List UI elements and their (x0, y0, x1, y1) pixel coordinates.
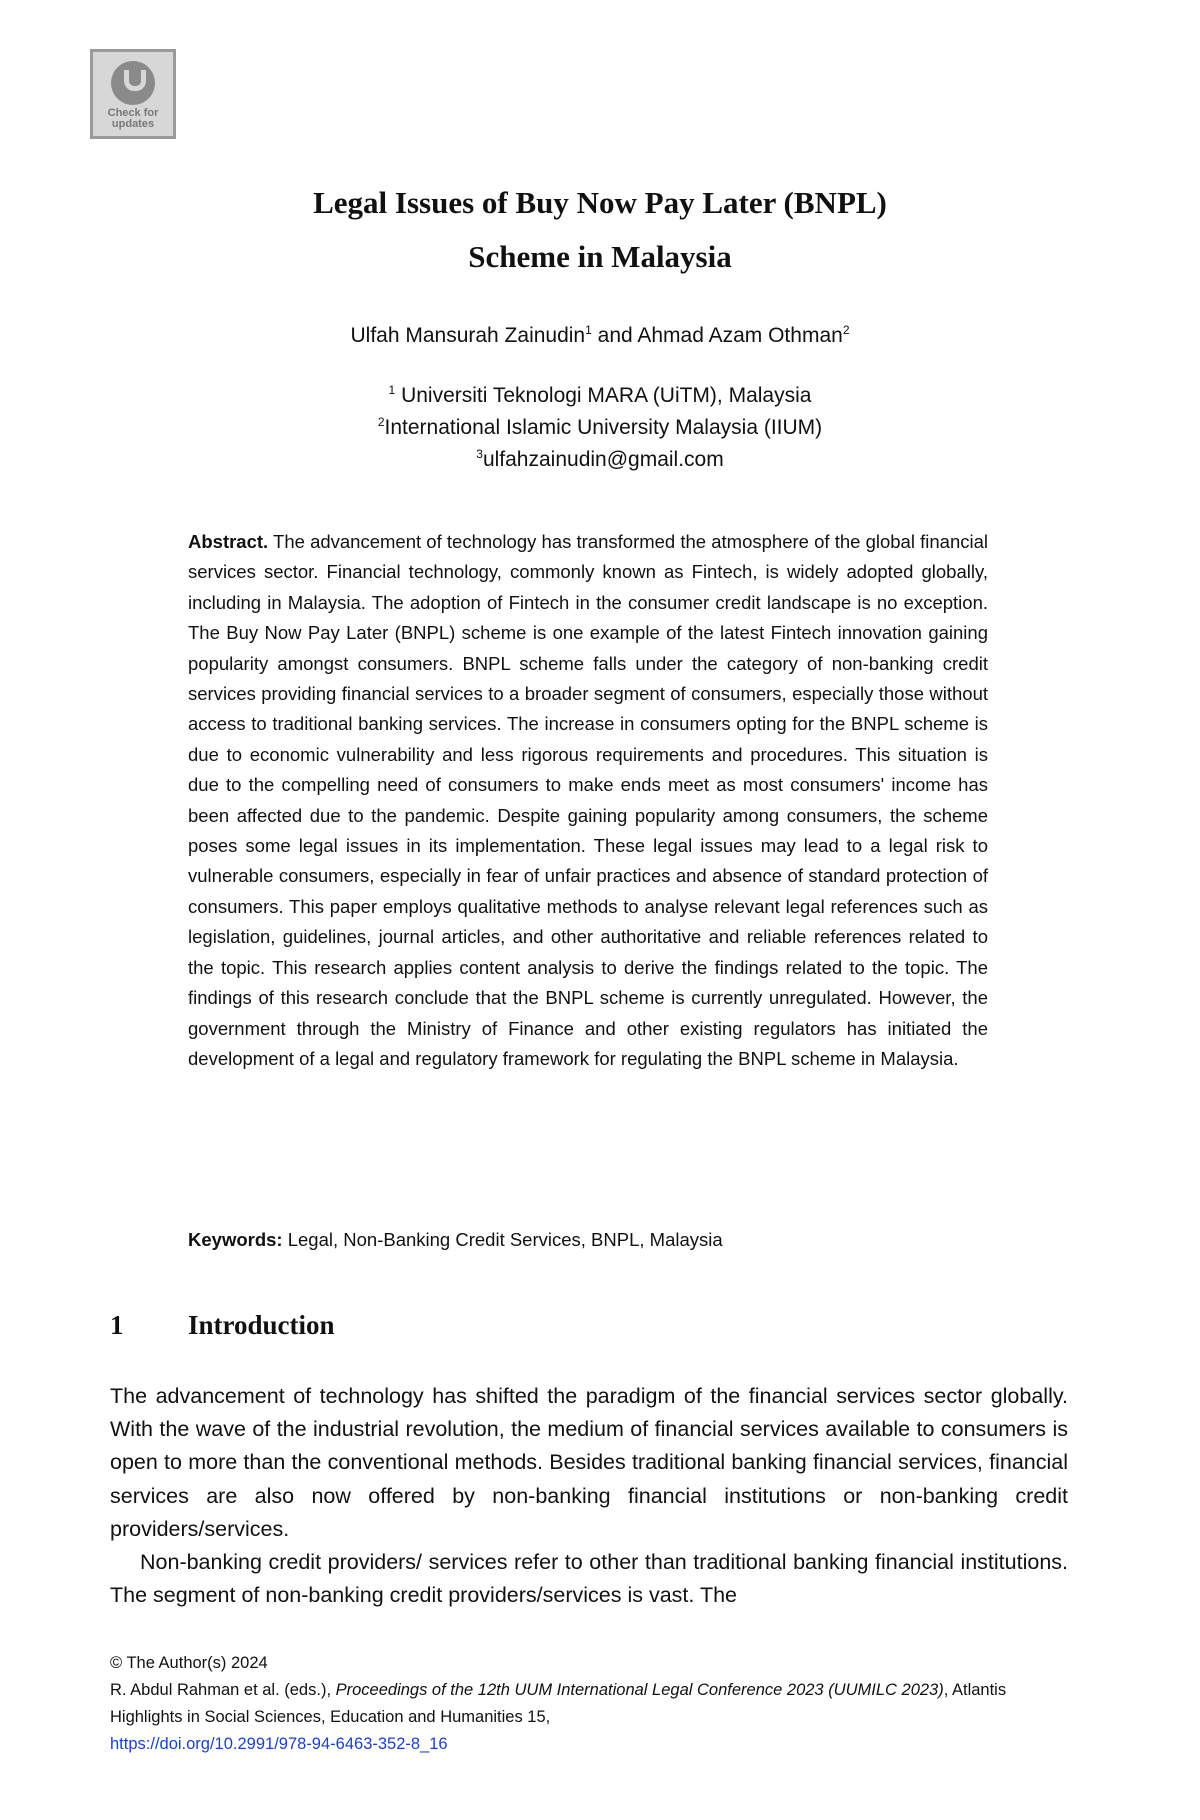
affiliation-3-sup: 3 (476, 447, 483, 461)
affiliation-1-text: Universiti Teknologi MARA (UiTM), Malaysia (395, 384, 812, 407)
author-conjunction: and (591, 324, 638, 347)
body-paragraph-1: The advancement of technology has shifted the paradigm of the financial services sector globally. With the wave of the industrial revolution, the medium of financial services available to consumers is open to more than the conventional methods. Besides traditional banking financial services, financial services are also now offered by non-banking financial institutions or non-banking credit providers/services. (110, 1384, 1068, 1541)
affiliations (100, 380, 1100, 476)
copyright-notice: © The Author(s) 2024 (110, 1654, 268, 1672)
keywords (188, 1225, 1008, 1255)
badge-label: Check for updates (107, 107, 159, 130)
section-title: Introduction (188, 1310, 335, 1340)
affiliation-2 (100, 412, 1100, 444)
citation-suffix: , Atlantis Highlights in Social Sciences, Education and Humanities 15, (110, 1681, 1007, 1726)
author-1-sup: 1 (585, 323, 592, 337)
abstract-label: Abstract. (188, 531, 269, 552)
paper-title (100, 176, 1100, 284)
abstract (188, 527, 988, 1074)
affiliation-email (100, 444, 1100, 476)
title-line-1: Legal Issues of Buy Now Pay Later (BNPL) (313, 185, 887, 220)
affiliation-2-sup: 2 (377, 415, 385, 429)
author-1: Ulfah Mansurah Zainudin (350, 324, 586, 347)
abstract-text: The advancement of technology has transformed the atmosphere of the global financial services sector. Financial technology, commonly known as Fintech, is widely adopted globally, including in Malaysia. The adoption of Fintech in the consumer credit landscape is no exception. The Buy Now Pay Later (BNPL) scheme is one example of the latest Fintech innovation gaining popularity amongst consumers. BNPL scheme falls under the category of non-banking credit services providing financial services to a broader segment of consumers, especially those without access to traditional banking services. The increase in consumers opting for the BNPL scheme is due to economic vulnerability and less rigorous requirements and procedures. This situation is due to the compelling need of consumers to make ends meet as most consumers' income has been affected due to the pandemic. Despite gaining popularity among consumers, the scheme poses some legal issues in its implementation. These legal issues may lead to a legal risk to vulnerable consumers, especially in fear of unfair practices and absence of standard protection of consumers. This paper employs qualitative methods to analyse relevant legal references such as legislation, guidelines, journal articles, and other authoritative and reliable references related to the topic. This research applies content analysis to derive the findings related to the topic. The findings of this research conclude that the BNPL scheme is currently unregulated. However, the government through the Ministry of Finance and other existing regulators has initiated the development of a legal and regulatory framework for regulating the BNPL scheme in Malaysia. (188, 531, 988, 1069)
title-line-2: Scheme in Malaysia (468, 239, 732, 274)
keywords-label: Keywords: (188, 1229, 283, 1250)
update-icon (111, 61, 155, 105)
email-address: ulfahzainudin@gmail.com (482, 448, 724, 471)
affiliation-1-sup: 1 (388, 383, 396, 397)
footer (110, 1650, 1070, 1758)
citation (110, 1677, 1070, 1731)
section-body (110, 1380, 1068, 1612)
author-list (100, 322, 1100, 350)
affiliation-1 (100, 380, 1100, 412)
check-for-updates-badge[interactable] (90, 49, 176, 139)
body-paragraph-2: Non-banking credit providers/ services refer to other than traditional banking financial institutions. The segment of non-banking credit providers/services is vast. The (110, 1550, 1068, 1608)
author-2: Ahmad Azam Othman (637, 324, 843, 347)
citation-prefix: R. Abdul Rahman et al. (eds.), (110, 1681, 336, 1699)
author-2-sup: 2 (842, 323, 850, 337)
section-heading (110, 1305, 335, 1345)
affiliation-2-text: International Islamic University Malaysia (IIUM) (384, 416, 823, 439)
section-number: 1 (110, 1310, 124, 1340)
doi-link[interactable]: https://doi.org/10.2991/978-94-6463-352-8_16 (110, 1735, 448, 1753)
keywords-text: Legal, Non-Banking Credit Services, BNPL, Malaysia (282, 1229, 723, 1250)
citation-proceedings: Proceedings of the 12th UUM International Legal Conference 2023 (UUMILC 2023) (335, 1681, 944, 1699)
